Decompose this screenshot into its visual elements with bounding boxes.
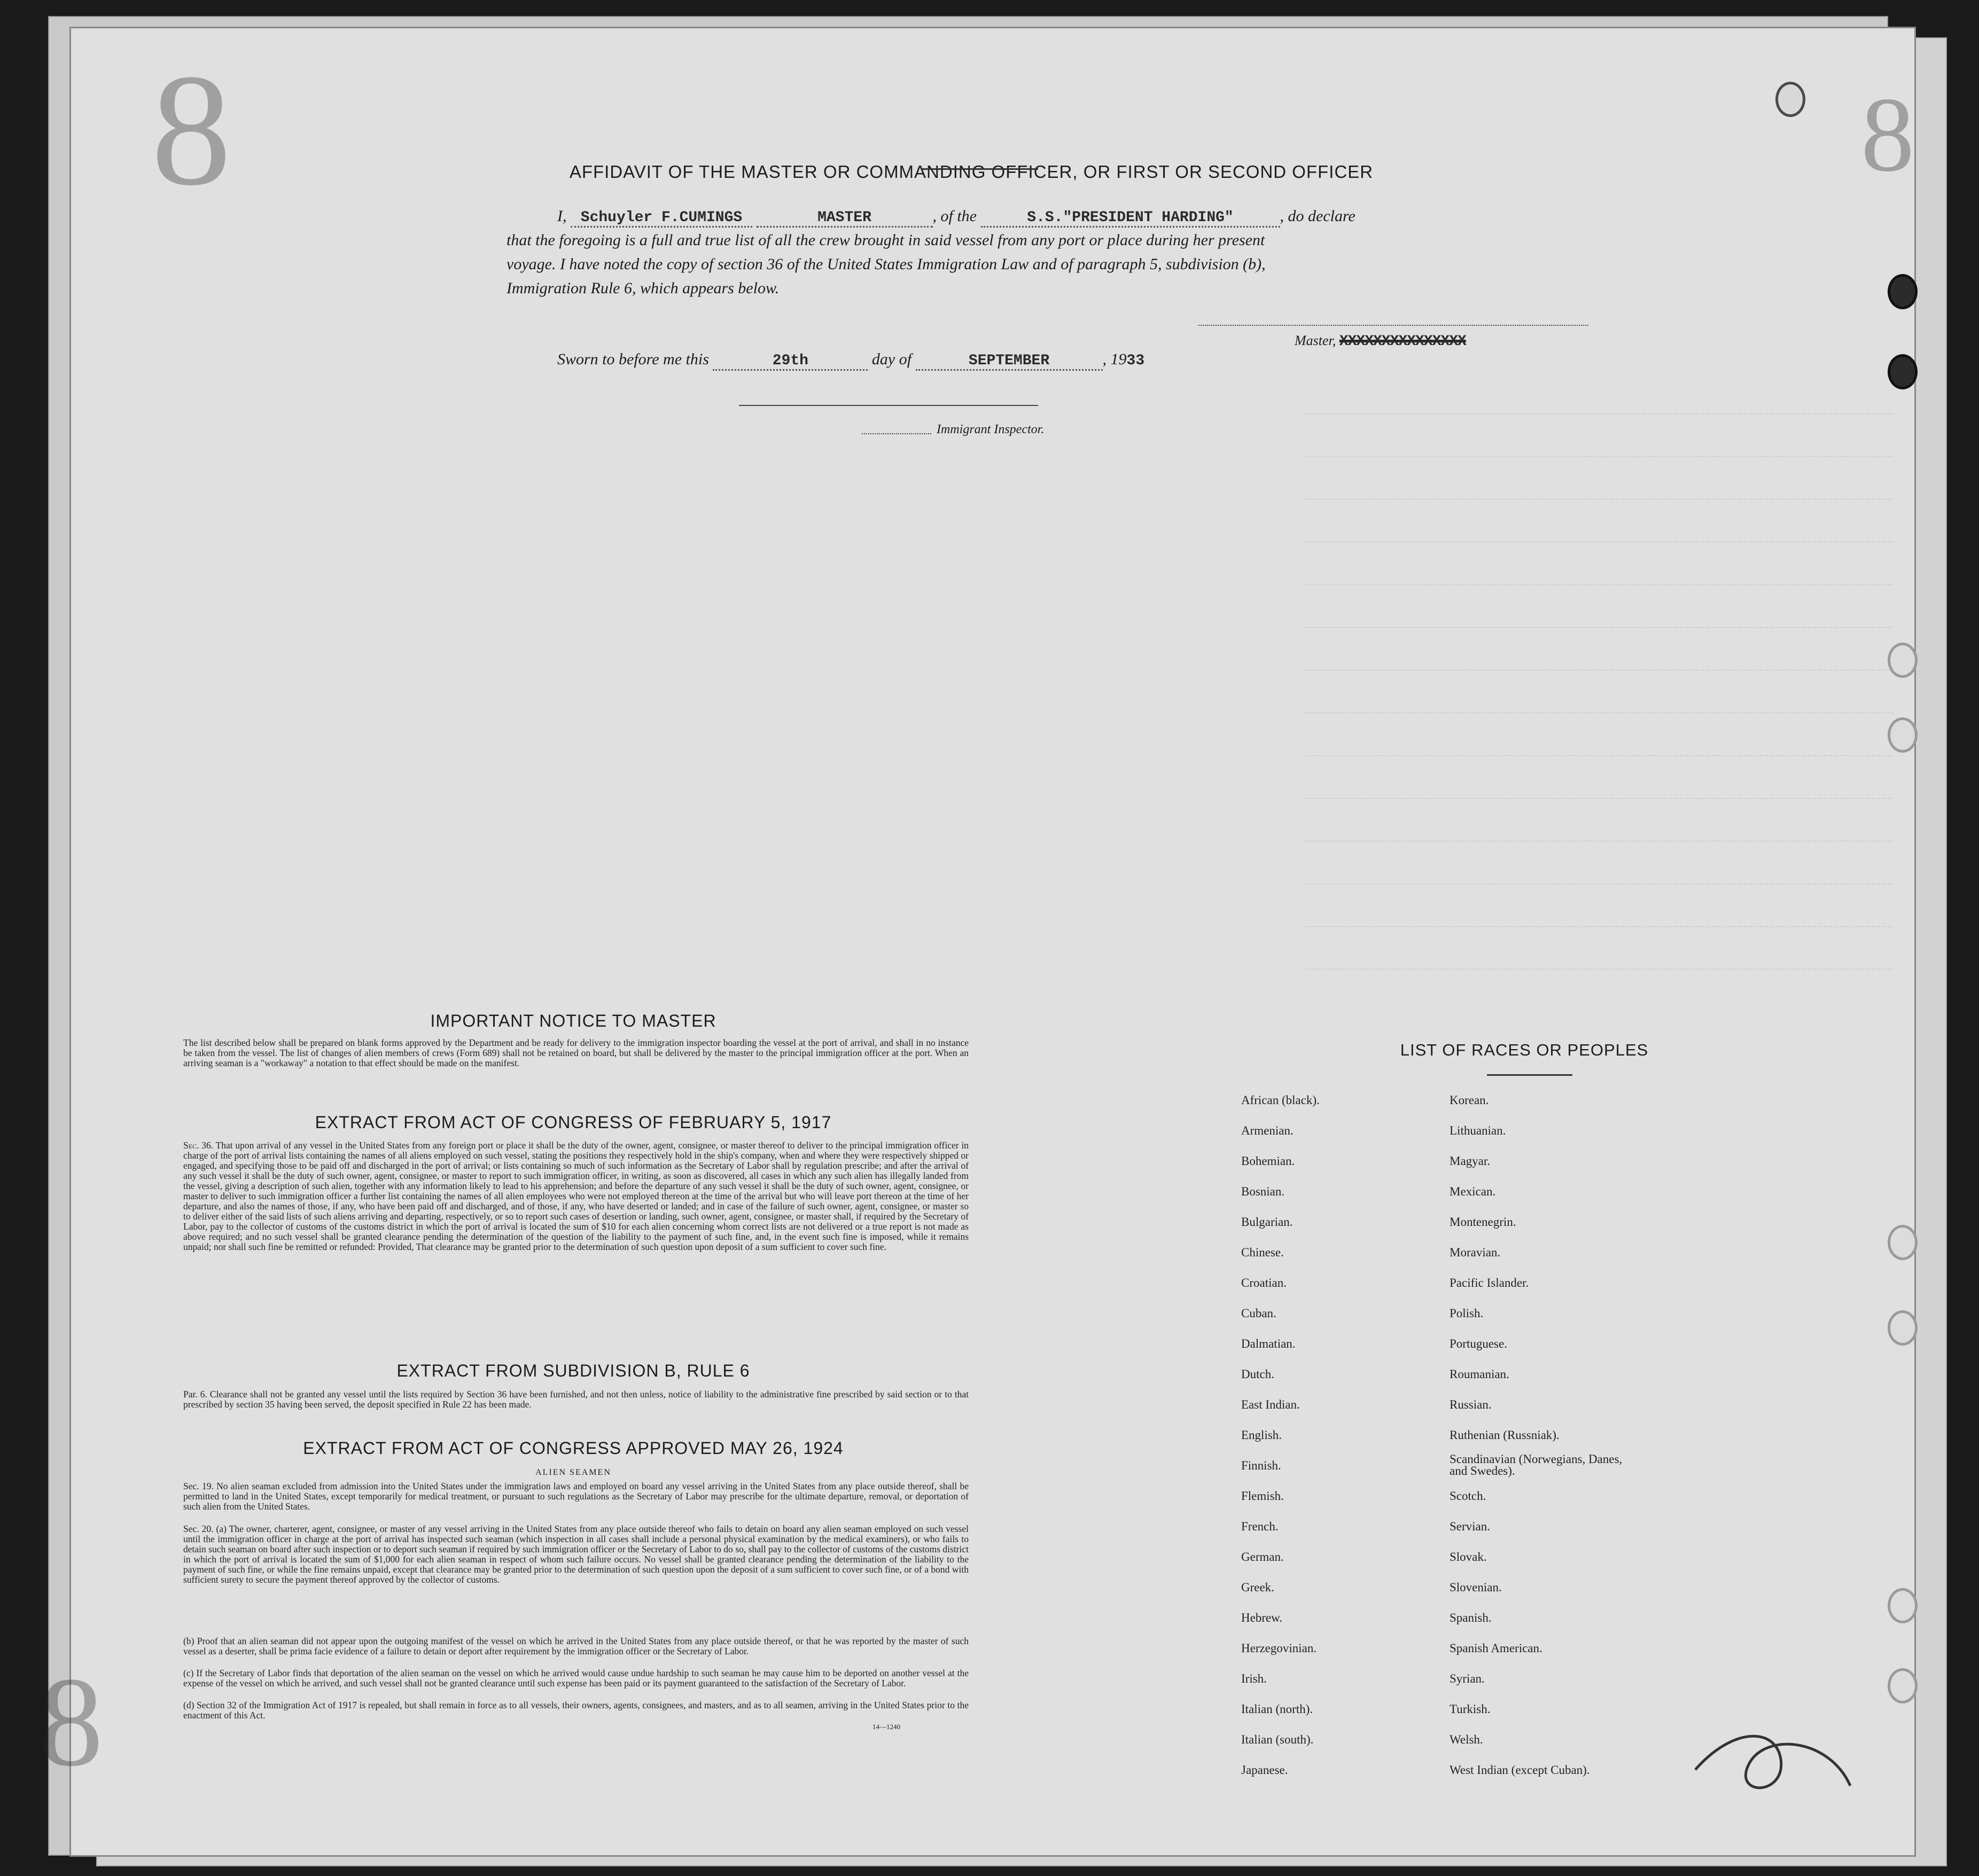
inspector-label: Immigrant Inspector.	[937, 423, 1045, 436]
sworn-text: Sworn to before me this	[557, 350, 709, 368]
manifest-page	[39, 27, 1916, 1857]
sec19-text: Sec. 19. No alien seaman excluded from admission into the United States under the immigration laws and employed on board any vessel arriving in the United States from any place outside thereof, shall be permitted to land in the United States, except temporarily for medical treatment, or pursuant to such regulations as the Secretary of Labor may prescribe for the ultimate departure, removal, or deportation of such alien from the United States.	[183, 1481, 969, 1512]
sec20a-text: Sec. 20. (a) The owner, charterer, agent, consignee, or master of any vessel arriving in the United States from any place outside thereof who fails to detain on board any alien seaman employed on such vessel until the immigration officer in charge at the port of arrival has inspected such seaman (which inspection in all cases shall include a personal physical examination by the medical examiners), or who fails to detain such seaman on board after such inspection or to deport such seaman if required by such immigration officer or the Secretary of Labor to do so, shall pay to the collector of customs of the customs district in which the port of arrival is located the sum of $1,000 for each alien seaman in respect of whom such failure occurs. No vessel shall be granted clearance pending the determination of the liability to the payment of such fine, or while the fine remains unpaid, except that clearance may be granted prior to the determination of such question upon the deposit of a sum sufficient to cover such fine, or of a bond with sufficient surety to secure the payment thereof approved by the collector of customs.	[183, 1523, 969, 1585]
extract-1924-title: EXTRACT FROM ACT OF CONGRESS APPROVED MAY 26, 1924	[303, 1439, 844, 1458]
year-prefix: , 19	[1102, 350, 1127, 368]
race-item: Flemish.	[1241, 1489, 1284, 1503]
master-label: Master,	[1295, 333, 1336, 348]
alien-seamen-heading: ALIEN SEAMEN	[535, 1468, 611, 1477]
sworn-line	[557, 350, 1144, 371]
extract-1917-lead: Sec. 36.	[183, 1140, 214, 1151]
race-item: Ruthenian (Russniak).	[1450, 1428, 1560, 1442]
affidavit-title-rule	[921, 168, 1038, 170]
race-item: German.	[1241, 1550, 1284, 1564]
race-item: Bohemian.	[1241, 1154, 1295, 1168]
race-item: Herzegovinian.	[1241, 1642, 1317, 1655]
binder-hole	[1775, 82, 1805, 117]
race-item: Scandinavian (Norwegians, Danes, and Swedes).	[1450, 1452, 1623, 1478]
sworn-day: 29th	[713, 353, 868, 371]
rule6-text: Par. 6. Clearance shall not be granted any vessel until the lists required by Section 36 have been furnished, and not then unless, notice of liability to the administrative fine prescribed by said section or to that prescribed by section 35 having been served, the deposit specified in Rule 22 has been made.	[183, 1389, 969, 1410]
race-item: Syrian.	[1450, 1672, 1485, 1685]
affidavit-line-1	[557, 207, 1355, 228]
do-declare-text: , do declare	[1280, 207, 1355, 225]
race-item: Slovenian.	[1450, 1581, 1502, 1594]
race-item: Portuguese.	[1450, 1337, 1507, 1350]
extract-1917-title: EXTRACT FROM ACT OF CONGRESS OF FEBRUARY 5, 1917	[315, 1113, 832, 1132]
binder-hole	[1888, 1588, 1918, 1623]
race-item: Welsh.	[1450, 1733, 1483, 1746]
race-item: Dutch.	[1241, 1367, 1274, 1381]
affidavit-title: AFFIDAVIT OF THE MASTER OR COMMANDING OFFICER, OR FIRST OR SECOND OFFICER	[569, 162, 1374, 182]
race-item: Slovak.	[1450, 1550, 1487, 1564]
race-item: Pacific Islander.	[1450, 1276, 1529, 1289]
race-item: Scotch.	[1450, 1489, 1486, 1503]
race-item: West Indian (except Cuban).	[1450, 1763, 1590, 1777]
race-item: Korean.	[1450, 1093, 1489, 1107]
sec20b-text: (b) Proof that an alien seaman did not appear upon the outgoing manifest of the vessel on which he arrived in the United States from any place outside thereof, or that he was reported by the master of such vessel as a deserter, shall be prima facie evidence of a failure to detain or deport after requirement by the immigration officer or the Secretary of Labor.	[183, 1636, 969, 1656]
race-item: Russian.	[1450, 1398, 1492, 1411]
race-item: Spanish American.	[1450, 1642, 1542, 1655]
race-item: Chinese.	[1241, 1246, 1284, 1259]
notice-title: IMPORTANT NOTICE TO MASTER	[430, 1011, 716, 1030]
inspector-dotted-line	[862, 433, 931, 434]
race-item: Cuban.	[1241, 1307, 1276, 1320]
sworn-month: SEPTEMBER	[916, 353, 1103, 371]
race-item: Montenegrin.	[1450, 1215, 1516, 1229]
inspector-signature-line	[739, 405, 1038, 406]
race-item: Servian.	[1450, 1520, 1491, 1533]
binder-hole	[1888, 1310, 1918, 1346]
race-item: Japanese.	[1241, 1763, 1288, 1777]
handwritten-mark-bottom-left: 8	[39, 1651, 103, 1793]
rule6-title: EXTRACT FROM SUBDIVISION B, RULE 6	[396, 1361, 750, 1380]
race-item: Hebrew.	[1241, 1611, 1283, 1624]
day-of-text: day of	[871, 350, 912, 368]
races-title: LIST OF RACES OR PEOPLES	[1400, 1041, 1649, 1059]
race-item: Polish.	[1450, 1307, 1484, 1320]
race-item: Roumanian.	[1450, 1367, 1509, 1381]
affidavit-i: I,	[557, 207, 567, 225]
affidavit-line-3: voyage. I have noted the copy of section 36 of the United States Immigration Law and of paragraph 5, subdivision (b),	[507, 255, 1266, 273]
master-signature-line	[1198, 325, 1588, 326]
handwritten-mark-right: 8	[1861, 76, 1914, 194]
race-item: Mexican.	[1450, 1185, 1496, 1198]
race-item: Croatian.	[1241, 1276, 1287, 1289]
race-item: Italian (south).	[1241, 1733, 1314, 1746]
race-item: Bosnian.	[1241, 1185, 1285, 1198]
binder-hole	[1888, 354, 1918, 389]
binder-hole	[1888, 717, 1918, 753]
race-item: Bulgarian.	[1241, 1215, 1293, 1229]
race-item: Armenian.	[1241, 1124, 1294, 1137]
affidavit-line-2: that the foregoing is a full and true list of all the crew brought in said vessel from any port or place during her present	[507, 231, 1265, 249]
race-item: Dalmatian.	[1241, 1337, 1296, 1350]
master-name: Schuyler F.CUMINGS	[571, 209, 752, 228]
race-item: East Indian.	[1241, 1398, 1300, 1411]
vessel-name: S.S."PRESIDENT HARDING"	[981, 209, 1280, 228]
race-item: African (black).	[1241, 1093, 1320, 1107]
sec20d-text: (d) Section 32 of the Immigration Act of 1917 is repealed, but shall remain in force as to all vessels, their owners, agents, consignees, and masters, and as to all seamen, arriving in the United States prior to the enactment of this Act.	[183, 1700, 969, 1721]
race-item: Magyar.	[1450, 1154, 1491, 1168]
affidavit-line-4: Immigration Rule 6, which appears below.	[507, 279, 780, 297]
races-title-rule	[1487, 1074, 1572, 1076]
race-item: Irish.	[1241, 1672, 1267, 1685]
binder-hole	[1888, 274, 1918, 309]
master-rank: MASTER	[757, 209, 933, 228]
handwritten-page-number: 8	[151, 41, 231, 218]
race-item: English.	[1241, 1428, 1282, 1442]
notice-text: The list described below shall be prepared on blank forms approved by the Department and be ready for delivery to the immigration inspector boarding the vessel at the port of arrival, and shall in no instance be taken from the vessel. The list of changes of alien members of crews (Form 689) shall not be retained on board, but shall be delivered by the master to the principal immigration officer at the port. When an arriving seaman is a "workaway" a notation to that effect should be made on the manifest.	[183, 1037, 969, 1068]
sworn-year: 33	[1126, 353, 1145, 369]
binder-hole	[1888, 643, 1918, 678]
race-item: Lithuanian.	[1450, 1124, 1506, 1137]
race-item: Italian (north).	[1241, 1702, 1313, 1716]
of-the-text: , of the	[932, 207, 977, 225]
race-item: Greek.	[1241, 1581, 1274, 1594]
race-item: Moravian.	[1450, 1246, 1501, 1259]
master-signature-label	[1295, 333, 1466, 350]
sec20c-text: (c) If the Secretary of Labor finds that deportation of the alien seaman on the vessel on which he arrived would cause undue hardship to such seaman he may cause him to be deported on another vessel at the expense of the vessel on which he arrived, and such vessel shall not be granted clearance until such expense has been paid or its payment guaranteed to the satisfaction of the Secretary of Labor.	[183, 1668, 969, 1689]
extract-1917-text	[183, 1140, 969, 1252]
handwritten-flourish	[1690, 1706, 1861, 1802]
race-item: French.	[1241, 1520, 1279, 1533]
form-number: 14—1240	[872, 1723, 900, 1731]
binder-hole	[1888, 1668, 1918, 1703]
race-item: Turkish.	[1450, 1702, 1491, 1716]
binder-hole	[1888, 1225, 1918, 1260]
extract-1917-body: That upon arrival of any vessel in the United States from any foreign port or place it shall be the duty of the owner, agent, consignee, or master thereof to deliver to the principal immigration officer in charge of the port of arrival lists containing the names of all aliens employed on such vessel, stating the positions they respectively hold in the ship's company, when and where they were respectively shipped or engaged, and specifying those to be paid off and discharged in the port of arrival; or lists containing so much of such information as the Secretary of Labor shall by regulation prescribe; and after the arrival of any such vessel it shall be the duty of such owner, agent, consignee, or master to report to such immigration officer, in writing, as soon as discovered, all cases in which any such alien has illegally landed from the vessel, giving a description of such alien, together with any information likely to lead to his apprehension; and before the departure of any such vessel it shall be the duty of such owner, agent, consignee, or master to deliver to such immigration officer a further list containing the names of all alien employees who were not employed thereon at the time of the arrival but who will leave port thereon at the time of her departure, and also the names of those, if any, who have been paid off and discharged, and of those, if any, who have deserted or landed; and in case of the failure of such owner, agent, consignee, or master so to deliver either of the said lists of such aliens arriving and departing, respectively, or so to report such cases of desertion or landing, such owner, agent, consignee, or master shall, if required by the Secretary of Labor, pay to the collector of customs of the customs district in which the port of arrival is located the sum of $10 for each alien concerning whom correct lists are not delivered or a true report is not made as above required; and no such vessel shall be granted clearance pending the determination of the question of the liability to the payment of such fine, and, in the event such fine is imposed, while it remains unpaid; nor shall such fine be remitted or refunded: Provided, That clearance may be granted prior to the determination of such question upon deposit of a sum sufficient to cover such fine.	[183, 1140, 969, 1252]
race-item: Spanish.	[1450, 1611, 1492, 1624]
race-item: Finnish.	[1241, 1459, 1281, 1472]
master-struck-out: XXXXXXXXXXXXXXX	[1339, 333, 1466, 350]
